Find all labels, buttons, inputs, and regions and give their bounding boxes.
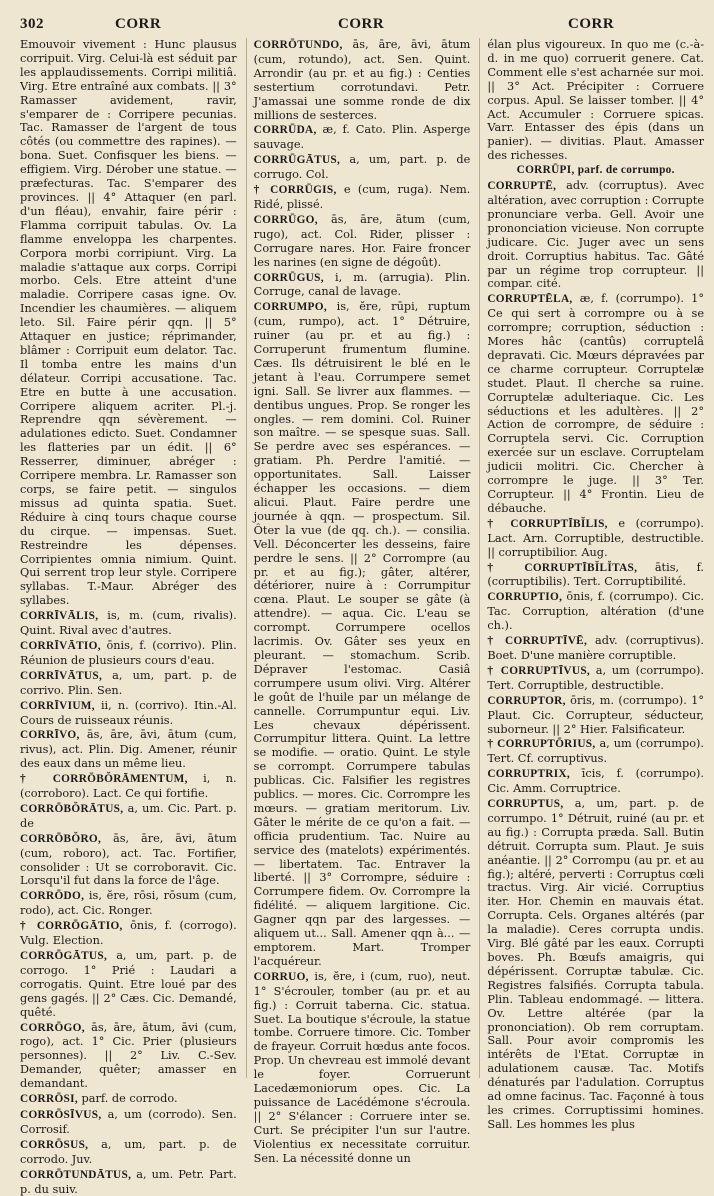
entry-headword: † CORRŪGIS,	[253, 184, 337, 197]
entry-text: a, um, part. p. de corrodo. Juv.	[20, 1137, 237, 1166]
dictionary-entry	[487, 797, 704, 1132]
entry-text: a, um, part. p. de corrugo. Col.	[253, 153, 471, 182]
entry-headword: CORRĪVIUM,	[20, 699, 95, 712]
entry-headword: CORRŌTUNDĀTUS,	[20, 1168, 132, 1181]
entry-text: a, um (corrodo). Sen. Corrosif.	[20, 1107, 237, 1136]
entry-text: ātis, f. (corruptibilis). Tert. Corruptibilité.	[487, 560, 705, 589]
dictionary-entry	[20, 669, 237, 698]
entry-headword: CORRUPTIO,	[487, 591, 563, 604]
entry-text: a, um, part. p. de corrivo. Plin. Sen.	[20, 668, 237, 697]
entry-text: ās, āre, āvi, ātum (cum, rivus), act. Plin. Dig. Amener, réunir des eaux dans un même lieu.	[20, 728, 237, 771]
dictionary-entry	[20, 802, 237, 831]
dictionary-entry	[254, 300, 471, 969]
entry-headword: CORRŪGUS,	[253, 271, 324, 284]
entry-text: ās, āre, ātum (cum, rugo), act. Col. Rider, plisser : Corrugare nares. Hor. Faire froncer les narines (en signe de dégoût).	[253, 212, 471, 269]
entry-headword: † CORRUPTĪBĬLĬTAS,	[487, 561, 638, 574]
dictionary-entry	[20, 609, 237, 638]
dictionary-entry	[254, 970, 471, 1166]
entry-headword: CORRUPTĒ,	[487, 180, 557, 193]
entry-text: adv. (corruptivus). Boet. D'une manière corruptible.	[487, 634, 705, 662]
entry-text: a, um, part. p. de corrumpo. 1° Détruit, ruiné (au pr. et au fig.) : Corrupta præda. Sall. Butin détruit. Corrupta sum. Plaut. Je suis anéantie. || 2° Corrompu (au pr. et au fig.); altéré, perverti : Corruptus cœli tractus. Virg. Air vicié. Corruptius iter. Hor. Chemin en mauvais état. Corrupta. Cels. Organes altérés (par la maladie). Ceres corrupta undis. Virg. Blé gâté par les eaux. Corrupti boves. Ph. Bœufs amaigris, qui dépérissent. Corruptæ tabulæ. Cic. Registres falsifiés. Corrupta tabula. Plin. Tableau endommagé. — littera. Ov. Lettre altérée (par la prononciation). Ob rem corruptam. Sall. Pour avoir compromis les intérêts de l'Etat. Corruptæ in adulationem causæ. Tac. Motifs dénaturés par l'adulation. Corruptus ad omne facinus. Tac. Façonné à tous les crimes. Corruptissimi homines. Sall. Les hommes les plus	[487, 797, 705, 1131]
column-left	[20, 38, 237, 1196]
dictionary-entry	[487, 590, 704, 633]
entry-text: is, m. (cum, rivalis). Quint. Rival avec d'autres.	[20, 609, 237, 638]
dictionary-entry	[254, 271, 471, 300]
dictionary-entry	[20, 949, 237, 1020]
entry-headword: CORRĪVĀTUS,	[20, 669, 103, 682]
entry-text: īcis, f. (corrumpo). Cic. Amm. Corruptrice.	[487, 767, 705, 796]
page-number: 302	[20, 16, 44, 32]
entry-headword: CORRUPTOR,	[487, 694, 566, 707]
entry-text: e (cum, ruga). Nem. Ridé, plissé.	[253, 183, 471, 211]
columns	[20, 38, 705, 1196]
dictionary-entry	[487, 517, 704, 560]
running-head-center: CORR	[338, 16, 385, 32]
dictionary-entry	[254, 153, 471, 182]
dictionary-entry	[487, 38, 704, 163]
entry-headword: CORRĪVĀLIS,	[20, 610, 99, 623]
entry-text: æ, f. Cato. Plin. Asperge sauvage.	[253, 123, 471, 152]
entry-text: is, ĕre, rōsi, rōsum (cum, rodo), act. Cic. Ronger.	[20, 889, 237, 918]
dictionary-entry	[20, 919, 237, 948]
entry-text: ōnis, f. (corrumpo). Cic. Tac. Corruption, altération (d'une ch.).	[487, 590, 705, 633]
entry-headword: † CORRUPTĪBĬLIS,	[487, 517, 608, 530]
entry-headword: CORRŌTUNDO,	[253, 39, 343, 51]
entry-headword: CORRŪGO,	[253, 213, 318, 226]
entry-text: parf. de corrumpo.	[574, 164, 675, 177]
entry-headword: CORRŪPI, parf. de corrumpo.	[516, 164, 675, 177]
dictionary-entry	[254, 123, 471, 152]
entry-text: a, um. Petr. Part. p. du suiv.	[20, 1167, 237, 1196]
dictionary-entry	[487, 634, 704, 663]
entry-headword: † CORRŌGĀTIO,	[20, 920, 123, 933]
entry-text: ōnis, f. (corrivo). Plin. Réunion de plusieurs cours d'eau.	[20, 638, 237, 667]
entry-text: Emouvoir vivement : Hunc plausus corripuit. Virg. Celui-là est séduit par les applaudissements. Corripi militiâ. Virg. Etre entraîné aux combats. || 3° Ramasser avidement, ravir, s'emparer de : Corripere pecunias. Tac. Ramasser de l'argent de tous côtés (ou commettre des rapines). — bona. Suet. Confisquer les biens. — effigiem. Virg. Dérober une statue. — præfecturas. Tac. S'emparer des provinces. || 4° Attaquer (en parl. d'un fléau), envahir, faire périr : Flamma corripuit tabulas. Ov. La flamme enveloppa les charpentes. Corpora morbi corripiunt. Virg. La maladie s'attaque aux corps. Corripi morbo. Cels. Etre atteint d'une maladie. Corripere casas igne. Ov. Incendier les chaumières. — aliquem leto. Sil. Faire périr qqn. || 5° Attaquer en justice; réprimander, blâmer : Corripuit eum delator. Tac. Il tomba entre les mains d'un délateur. Corripi accusatione. Tac. Etre en butte à une accusation. Corripere aliquem acriter. Pl.-j. Reprendre qqn sévèrement. — adulationes edicto. Suet. Condamner les flatteries par un édit. || 6° Resserrer, diminuer, abréger : Corripere membra. Lr. Ramasser son corps, se faire petit. — singulos missus ad quinta spatia. Suet. Réduire à cinq tours chaque course du cirque. — impensas. Suet. Restreindre les dépenses. Corripientes omnia nimium. Quint. Qui serrent trop leur style. Corripere syllabas. T.-Maur. Abréger des syllabes.	[20, 38, 237, 608]
dictionary-entry	[487, 664, 704, 693]
entry-text: i, n. (corroboro). Lact. Ce qui fortifie.	[20, 772, 237, 801]
dictionary-entry	[20, 1021, 237, 1092]
entry-text: adv. (corruptus). Avec altération, avec corruption : Corrupte pronunciare verba. Gell. Avoir une prononciation vicieuse. Non corrupte judicare. Cic. Juger avec un sens droit. Corruptius habitus. Tac. Gâté par un régime trop corrupteur. || compar. cité.	[487, 179, 705, 291]
dictionary-entry	[487, 164, 704, 178]
dictionary-entry	[20, 728, 237, 771]
entry-headword: † CORRUPTĪVUS,	[487, 664, 591, 677]
dictionary-entry	[20, 772, 237, 801]
entry-text: æ, f. (corrumpo). 1° Ce qui sert à corrompre ou à se corrompre; corruption, séduction : Mores hâc (cantûs) corruptelâ depravati. Cic. Mœurs dépravées par ce charme corrupteur. Corruptelæ studet. Plaut. Il cherche sa ruine. Corruptelæ adulteriaque. Cic. Les séductions et les adultères. || 2° Action de corrompre, de séduire : Corruptela servi. Cic. Corruption exercée sur un esclave. Corruptelam judicii molitri. Cic. Chercher à corrompre le juge. || 3° Ter. Corrupteur. || 4° Frontin. Lieu de débauche.	[487, 292, 705, 515]
dictionary-entry	[487, 767, 704, 796]
dictionary-entry	[487, 292, 704, 516]
dictionary-entry	[254, 213, 471, 270]
entry-headword: CORRŌSI,	[20, 1093, 78, 1106]
entry-headword: CORRŌSĪVUS,	[20, 1108, 102, 1121]
dictionary-entry	[20, 699, 237, 728]
entry-headword: CORRŌBŎRĀTUS,	[20, 802, 124, 815]
entry-text: a, um, part. p. de corrogo. 1° Prié : Laudari a corrogatis. Quint. Etre loué par des gens gagés. || 2° Cæs. Cic. Demandé, quêté.	[20, 949, 237, 1019]
entry-headword: † CORRŌBŎRĀMENTUM,	[20, 773, 188, 786]
entry-headword: CORRUPTUS,	[487, 798, 564, 811]
entry-text: ōris, m. (corrumpo). 1° Plaut. Cic. Corrupteur, séducteur, suborneur. || 2° Hier. Falsificateur.	[487, 693, 705, 736]
entry-headword: CORRĪVO,	[20, 729, 80, 742]
dictionary-entry	[20, 1092, 237, 1107]
entry-headword: CORRŪDA,	[253, 124, 317, 137]
entry-headword: CORRŪGĀTUS,	[253, 154, 341, 167]
entry-text: élan plus vigoureux. In quo me (c.-à-d. in me quo) corruerit genere. Cat. Comment elle s'est acharnée sur moi. || 3° Act. Précipiter : Corruere corpus. Apul. Se laisser tomber. || 4° Act. Accumuler : Corruere spicas. Varr. Entasser des épis (dans un panier). — divitias. Plaut. Amasser des richesses.	[487, 38, 705, 163]
entry-headword: CORRŌDO,	[20, 890, 85, 903]
dictionary-entry	[487, 179, 704, 291]
dictionary-entry	[20, 832, 237, 889]
entry-text: ās, āre, ātum, āvi (cum, rogo), act. 1° Cic. Prier (plusieurs personnes). || 2° Liv. C.-Sev. Demander, quêter; amasser en demandant.	[20, 1020, 237, 1091]
entry-text: ās, āre, āvi, ātum (cum, rotundo), act. Sen. Quint. Arrondir (au pr. et au fig.) : Centies sestertium corrotundavi. Petr. J'amassai une somme ronde de dix millions de sesterces.	[253, 38, 471, 122]
entry-text: is, ĕre, i (cum, ruo), neut. 1° S'écrouler, tomber (au pr. et au fig.) : Corruit taberna. Cic. statua. Suet. La boutique s'écroule, la statue tombe. Corruere timore. Cic. Tomber de frayeur. Corruit hœdus ante focos. Prop. Un chevreau est immolé devant le foyer. Corruerunt Lacedæmoniorum opes. Cic. La puissance de Lacédémone s'écroula. || 2° S'élancer : Corruere inter se. Curt. Se précipiter l'un sur l'autre. Violentius ex necessitate corruitur. Sen. La nécessité donne un	[253, 969, 471, 1165]
entry-headword: CORRŌGO,	[20, 1021, 85, 1034]
entry-text: a, um (corrumpo). Tert. Corruptible, destructible.	[487, 663, 705, 692]
dictionary-entry	[487, 561, 704, 590]
running-head-right: CORR	[568, 16, 615, 32]
dictionary-entry	[20, 1138, 237, 1167]
dictionary-entry	[254, 183, 471, 212]
dictionary-entry	[20, 1108, 237, 1137]
running-head-left: CORR	[115, 16, 162, 32]
dictionary-entry	[20, 639, 237, 668]
entry-text: ās, āre, āvi, ātum (cum, roboro), act. Tac. Fortifier, consolider : Ut se corroboravit. Cic. Lorsqu'il fut dans la force de l'âge.	[20, 831, 237, 888]
entry-text: a, um. Cic. Part. p. de	[20, 801, 237, 830]
dictionary-entry	[487, 694, 704, 737]
dictionary-entry	[20, 1168, 237, 1196]
dictionary-entry	[20, 38, 237, 608]
column-right	[479, 38, 705, 1131]
entry-headword: CORRĪVĀTIO,	[20, 639, 101, 652]
column-middle	[246, 38, 471, 1165]
entry-text: i, m. (arrugia). Plin. Corruge, canal de lavage.	[253, 270, 471, 299]
page-header	[20, 14, 704, 38]
entry-text: parf. de corrodo.	[77, 1092, 178, 1106]
entry-text: ii, n. (corrivo). Itin.-Al. Cours de ruisseaux réunis.	[20, 698, 237, 727]
entry-text: e (corrumpo). Lact. Arn. Corruptible, destructible. || corruptibilior. Aug.	[487, 516, 705, 559]
dictionary-entry	[254, 38, 471, 122]
entry-headword: CORRUPTĒLA,	[487, 293, 573, 306]
entry-headword: CORRŌSUS,	[20, 1138, 89, 1151]
entry-headword: CORRUO,	[253, 970, 309, 983]
entry-headword: CORRUMPO,	[253, 301, 327, 314]
dictionary-entry	[487, 737, 704, 766]
entry-headword: † CORRUPTĪVĒ,	[487, 635, 588, 648]
entry-headword: CORRŌGĀTUS,	[20, 950, 108, 962]
entry-text: ōnis, f. (corrogo). Vulg. Election.	[20, 919, 237, 948]
entry-text: is, ĕre, rūpi, ruptum (cum, rumpo), act. 1° Détruire, ruiner (au pr. et au fig.) : Corruperunt frumentum flumine. Cæs. Ils détruisirent le blé en le jetant à l'eau. Corrumpere semet igni. Sall. Se livrer aux flammes. — dentibus ungues. Prop. Se ronger les ongles. — rem domini. Col. Ruiner son maître. — se spesque suas. Sall. Se perdre avec ses espérances. — gratiam. Ph. Perdre l'amitié. — opportunitates. Sall. Laisser échapper les occasions. — diem alicui. Plaut. Faire perdre une journée à qqn. — prospectum. Sil. Ôter la vue (de qq. ch.). — consilia. Vell. Déconcerter les desseins, faire perdre le sens. || 2° Corrompre (au pr. et au fig.); gâter, altérer, détériorer, nuire à : Corrumpitur cœna. Plaut. Le souper se gâte (à attendre). — aqua. Cic. L'eau se corrompt. Corrumpere ocellos lacrimis. Ov. Gâter ses yeux en pleurant. — stomachum. Scrib. Dépraver l'estomac. Casiâ corrumpere usum olivi. Virg. Altérer le goût de l'huile par un mélange de cannelle. Corrumpuntur equi. Liv. Les chevaux dépérissent. Corrumpitur littera. Quint. La lettre se modifie. — oratio. Quint. Le style se corrompt. Corrumpere tabulas publicas. Cic. Falsifier les registres publics. — mores. Cic. Corrompre les mœurs. — gratiam meritorum. Liv. Gâter le mérite de ce qu'on a fait. — officia prudentium. Tac. Nuire au service des (matelots) expérimentés. — libertatem. Tac. Entraver la liberté. || 3° Corrompre, séduire : Corrumpere fidem. Ov. Corrompre la fidélité. — aliquem largitione. Cic. Gagner qqn par des largesses. — aliquem ut... Sall. Amener qqn à... — emptorem. Mart. Tromper l'acquéreur.	[253, 300, 471, 968]
entry-text: a, um (corrumpo). Tert. Cf. corruptivus.	[487, 737, 705, 766]
entry-headword: CORRŌBŎRO,	[20, 832, 102, 845]
entry-headword: CORRUPTRIX,	[487, 768, 571, 781]
entry-headword: † CORRUPTŌRIUS,	[487, 738, 596, 751]
dictionary-entry	[20, 889, 237, 918]
